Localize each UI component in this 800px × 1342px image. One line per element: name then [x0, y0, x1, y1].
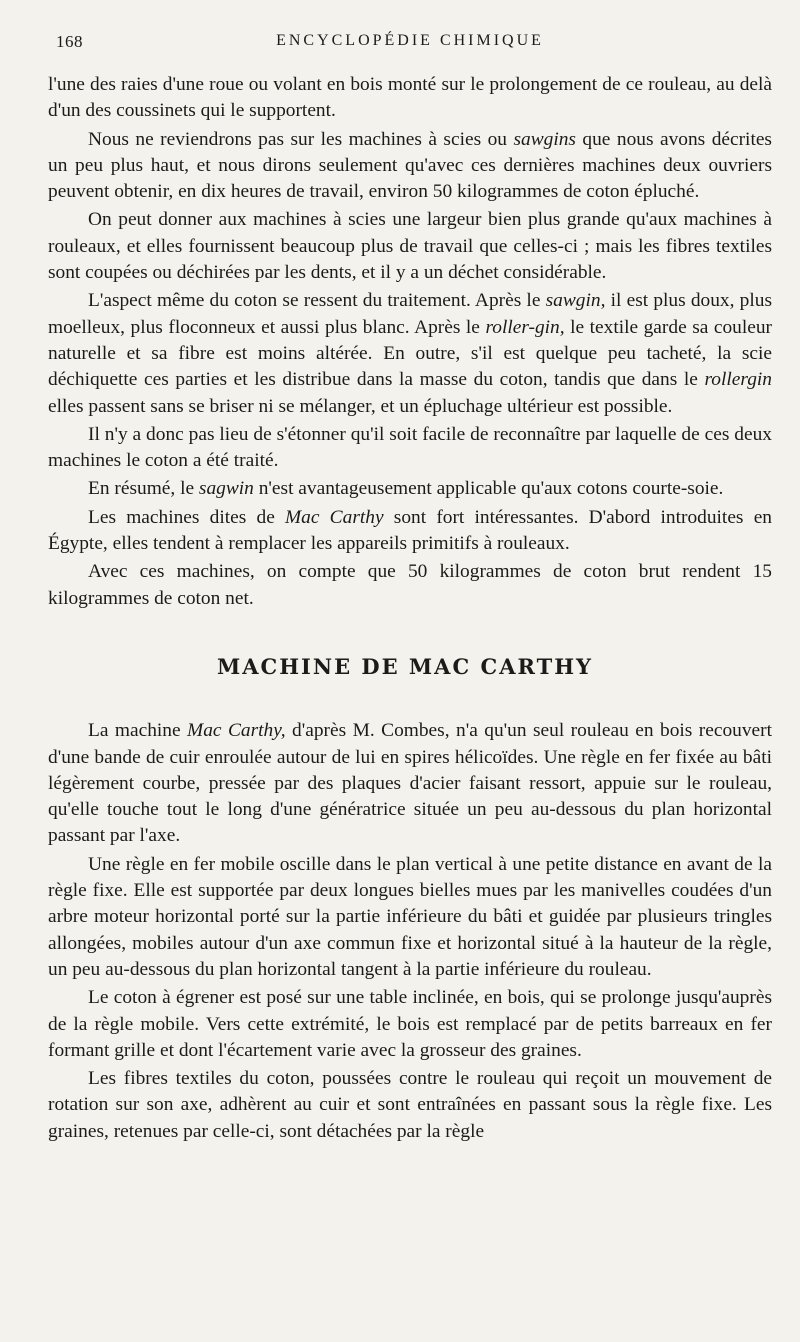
paragraph: l'une des raies d'une roue ou volant en bois monté sur le prolongement de ce rouleau, au delà d'un des coussinets qui le supportent.	[48, 74, 772, 122]
page-number: 168	[56, 32, 83, 51]
italic-term: rollergin	[704, 369, 772, 391]
paragraph: Nous ne reviendrons pas sur les machines à scies ou sawgins que nous avons décrites un peu plus haut, et nous dirons seulement qu'avec ces dernières machines deux ouvriers peuvent obtenir, en dix heures de travail, environ 50 kilogrammes de coton épluché.	[48, 128, 772, 203]
section-title: MACHINE DE MAC CARTHY	[216, 653, 594, 679]
paragraph: Le coton à égrener est posé sur une table inclinée, en bois, qui se prolonge jusqu'auprès de la règle mobile. Vers cette extrémité, le bois est remplacé par de petits barreaux en fer formant grille et dont l'écartement varie avec la grosseur des graines.	[48, 987, 772, 1061]
page-header	[48, 26, 772, 56]
italic-term: Mac Carthy,	[187, 720, 286, 742]
paragraph: Les machines dites de Mac Carthy sont fort intéressantes. D'abord introduites en Égypte, elles tendent à remplacer les appareils primitifs à rouleaux.	[48, 506, 772, 555]
section-body	[48, 718, 772, 1145]
paragraph: Avec ces machines, on compte que 50 kilogrammes de coton brut rendent 15 kilogrammes de coton net.	[48, 561, 772, 609]
paragraph: La machine Mac Carthy, d'après M. Combes, n'a qu'un seul rouleau en bois recouvert d'une bande de cuir enroulée autour de lui en spires hélicoïdes. Une règle en fer fixée au bâti légèrement courbe, pressée par des plaques d'acier faisant ressort, appuie sur le rouleau, qu'elle touche tout le long d'une génératrice située un peu au-dessous du plan horizontal passant par l'axe.	[48, 720, 773, 847]
paragraph: L'aspect même du coton se ressent du traitement. Après le sawgin, il est plus doux, plus moelleux, plus floconneux et aussi plus blanc. Après le roller-gin, le textile garde sa couleur naturelle et sa fibre est moins altérée. En outre, s'il est quelque peu tacheté, la scie déchiquette ces parties et les distribue dans la masse du coton, tandis que dans le rollergin elles passent sans se briser ni se mélanger, et un épluchage ultérieur est possible.	[48, 290, 773, 417]
paragraph: Une règle en fer mobile oscille dans le plan vertical à une petite distance en avant de la règle fixe. Elle est supportée par deux longues bielles mues par les manivelles coudées d'un arbre moteur horizontal porté sur la partie inférieure du bâti et guidée par plusieurs tringles allongées, mobiles autour d'un axe commun fixe et horizontal situé à la hauteur de la règle, un peu au-dessous du plan horizontal tangent à la partie inférieure du rouleau.	[48, 853, 772, 980]
paragraph: Il n'y a donc pas lieu de s'étonner qu'il soit facile de reconnaître par laquelle de ces deux machines le coton a été traité.	[48, 423, 772, 472]
paragraph: En résumé, le sagwin n'est avantageusement applicable qu'aux cotons courte-soie.	[88, 478, 724, 500]
italic-term: sagwin	[198, 478, 254, 500]
italic-term: roller-gin,	[485, 316, 565, 338]
running-title: ENCYCLOPÉDIE CHIMIQUE	[276, 32, 544, 49]
italic-term: Mac Carthy	[285, 506, 384, 528]
body-text	[48, 72, 772, 1145]
paragraph: Les fibres textiles du coton, poussées contre le rouleau qui reçoit un mouvement de rotation sur son axe, adhèrent au cuir et sont entraînées en passant sous la règle fixe. Les graines, retenues par celle-ci, sont détachées par la règle	[48, 1068, 772, 1142]
paragraph: On peut donner aux machines à scies une largeur bien plus grande qu'aux machines à rouleaux, et elles fournissent beaucoup plus de travail que celles-ci ; mais les fibres textiles sont coupées ou déchirées par les dents, et il y a un déchet considérable.	[48, 209, 772, 284]
italic-term: sawgin,	[545, 290, 606, 312]
page	[48, 26, 772, 1147]
italic-term: sawgins	[513, 128, 576, 150]
